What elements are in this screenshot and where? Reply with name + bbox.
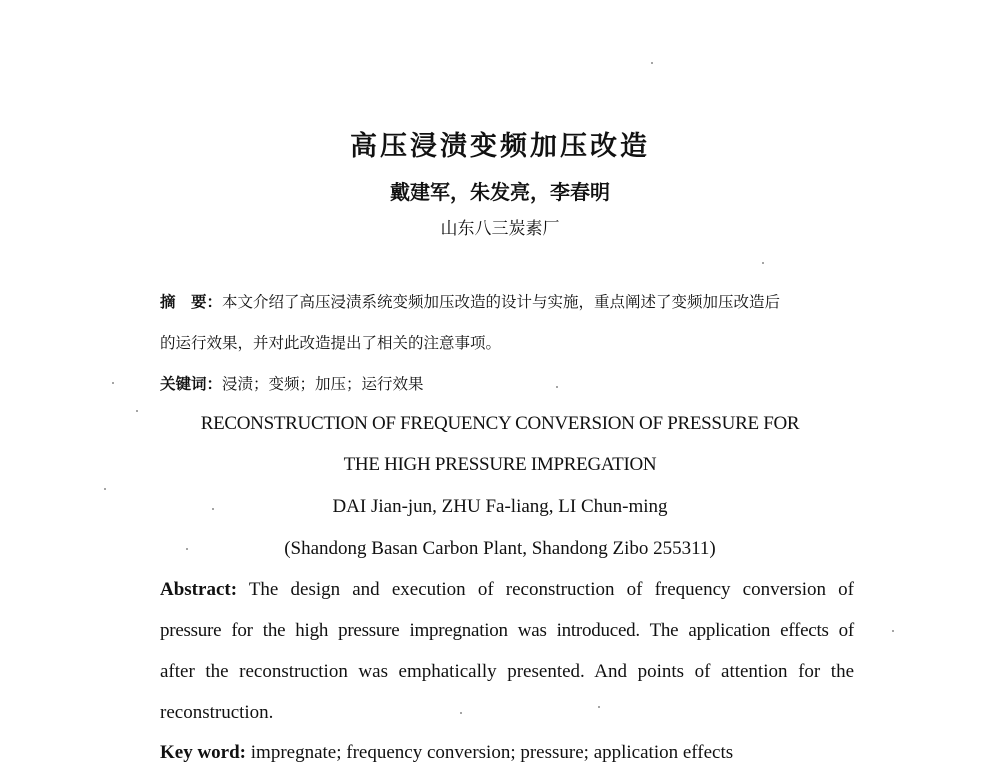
abstract-cn-line-1 [160, 290, 780, 312]
abstract-en-line-4: reconstruction. [160, 702, 274, 723]
affiliation-en: (Shandong Basan Carbon Plant, Shandong Zibo 255311) [284, 538, 716, 559]
abstract-en-label: Abstract: [160, 579, 238, 600]
scan-speck [112, 382, 114, 384]
affiliation-cn: 山东八三炭素厂 [440, 219, 560, 239]
abstract-cn-text-1: 本文介绍了高压浸渍系统变频加压改造的设计与实施，重点阐述了变频加压改造后 [222, 293, 781, 311]
abstract-en-text-1: The design and execution of reconstruction of frequency conversion of [237, 579, 854, 600]
keywords-en-label: Key word: [160, 742, 247, 763]
scan-speck [892, 630, 894, 632]
paper-title-cn: 高压浸渍变频加压改造 [350, 131, 650, 162]
authors-cn: 戴建军，朱发亮，李春明 [390, 180, 610, 204]
keywords-cn-label: 关键词： [160, 375, 223, 393]
paper-title-en-line-1: RECONSTRUCTION OF FREQUENCY CONVERSION OF PRESSURE FOR [200, 413, 800, 434]
keywords-en-text: impregnate; frequency conversion; pressure; application effects [246, 742, 734, 763]
abstract-cn-label: 摘 要： [160, 293, 223, 311]
abstract-cn-text-2: 的运行效果，并对此改造提出了相关的注意事项。 [160, 334, 502, 352]
scan-speck [762, 262, 764, 264]
keywords-cn [160, 372, 424, 394]
paper-title-en-line-2: THE HIGH PRESSURE IMPREGATION [343, 454, 657, 475]
scan-speck [104, 488, 106, 490]
abstract-en-line-3: after the reconstruction was emphatically presented. And points of attention for the [160, 661, 854, 682]
authors-en: DAI Jian-jun, ZHU Fa-liang, LI Chun-ming [332, 496, 668, 517]
abstract-en-line-1 [160, 579, 854, 601]
scan-speck [136, 410, 138, 412]
keywords-cn-text: 浸渍；变频；加压；运行效果 [222, 375, 424, 393]
scan-speck [556, 386, 558, 388]
abstract-en-line-2: pressure for the high pressure impregnation was introduced. The application effects of [160, 620, 854, 641]
abstract-cn-line-2 [160, 331, 501, 353]
keywords-en [160, 742, 854, 764]
scan-speck [651, 62, 653, 64]
